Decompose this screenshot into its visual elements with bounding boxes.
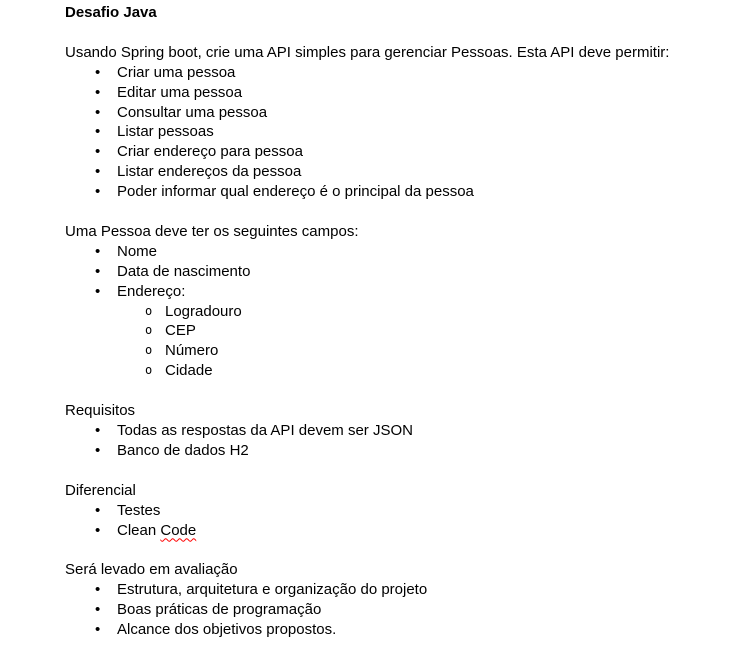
address-subfields-list — [65, 302, 711, 382]
list-item — [65, 282, 711, 302]
bullet-icon: • — [95, 601, 101, 619]
list-item-text: Número — [165, 342, 219, 360]
list-item — [65, 242, 711, 262]
avaliacao-heading: Será levado em avaliação — [65, 561, 238, 579]
list-item — [65, 361, 711, 381]
list-item-text: Nome — [117, 242, 158, 260]
api-capabilities-list — [65, 63, 711, 202]
list-item-text: Criar uma pessoa — [117, 63, 236, 81]
bullet-icon: • — [95, 123, 101, 141]
spellcheck-flagged-word: Code — [160, 521, 197, 539]
bullet-icon: • — [95, 282, 101, 300]
list-item — [65, 521, 711, 541]
list-item — [65, 63, 711, 83]
bullet-icon: • — [95, 103, 101, 121]
list-item — [65, 321, 711, 341]
bullet-icon: • — [95, 83, 101, 101]
list-item-text: Listar pessoas — [117, 123, 214, 141]
diferencial-list — [65, 501, 711, 541]
diferencial-heading: Diferencial — [65, 481, 136, 499]
bullet-icon: • — [95, 521, 101, 539]
list-item-text: Cidade — [165, 362, 213, 380]
bullet-icon: • — [95, 581, 101, 599]
list-item-text: Logradouro — [165, 302, 242, 320]
list-item — [65, 142, 711, 162]
list-item — [65, 182, 711, 202]
list-item — [65, 262, 711, 282]
list-item — [65, 501, 711, 521]
list-item-text: Alcance dos objetivos propostos. — [117, 621, 337, 639]
list-item — [65, 421, 711, 441]
list-item-text: Criar endereço para pessoa — [117, 143, 303, 161]
bullet-icon: • — [95, 163, 101, 181]
list-item-text — [117, 521, 196, 541]
list-item-text: Estrutura, arquitetura e organização do projeto — [117, 581, 428, 599]
list-item-text: Consultar uma pessoa — [117, 103, 268, 121]
list-item — [65, 620, 711, 640]
requisitos-heading: Requisitos — [65, 402, 136, 420]
document-title: Desafio Java — [65, 4, 157, 21]
list-item-text: Testes — [117, 501, 161, 519]
list-item-text: Todas as respostas da API devem ser JSON — [117, 421, 413, 439]
requisitos-list — [65, 421, 711, 461]
list-item-text: Data de nascimento — [117, 262, 251, 280]
list-item-text: Endereço: — [117, 282, 186, 300]
bullet-icon: • — [95, 143, 101, 161]
circle-bullet-icon: o — [145, 363, 153, 378]
list-item — [65, 580, 711, 600]
list-item — [65, 122, 711, 142]
intro-paragraph: Usando Spring boot, crie uma API simples para gerenciar Pessoas. Esta API deve permitir: — [65, 43, 670, 61]
list-item-text: Banco de dados H2 — [117, 441, 249, 459]
list-item — [65, 302, 711, 322]
bullet-icon: • — [95, 501, 101, 519]
list-item — [65, 341, 711, 361]
bullet-icon: • — [95, 262, 101, 280]
fields-heading: Uma Pessoa deve ter os seguintes campos: — [65, 222, 359, 240]
bullet-icon: • — [95, 441, 101, 459]
person-fields-list — [65, 242, 711, 302]
list-item — [65, 600, 711, 620]
list-item — [65, 103, 711, 123]
avaliacao-list — [65, 580, 711, 640]
list-item — [65, 162, 711, 182]
list-item-text: Poder informar qual endereço é o principal da pessoa — [117, 183, 474, 201]
clean-code-prefix: Clean — [117, 521, 161, 539]
circle-bullet-icon: o — [145, 343, 153, 358]
bullet-icon: • — [95, 621, 101, 639]
list-item-text: Listar endereços da pessoa — [117, 163, 302, 181]
list-item-text: Editar uma pessoa — [117, 83, 243, 101]
bullet-icon: • — [95, 183, 101, 201]
circle-bullet-icon: o — [145, 323, 153, 338]
bullet-icon: • — [95, 63, 101, 81]
bullet-icon: • — [95, 421, 101, 439]
list-item — [65, 441, 711, 461]
circle-bullet-icon: o — [145, 303, 153, 318]
bullet-icon: • — [95, 242, 101, 260]
list-item-text: Boas práticas de programação — [117, 601, 322, 619]
list-item-text: CEP — [165, 322, 196, 340]
list-item — [65, 83, 711, 103]
